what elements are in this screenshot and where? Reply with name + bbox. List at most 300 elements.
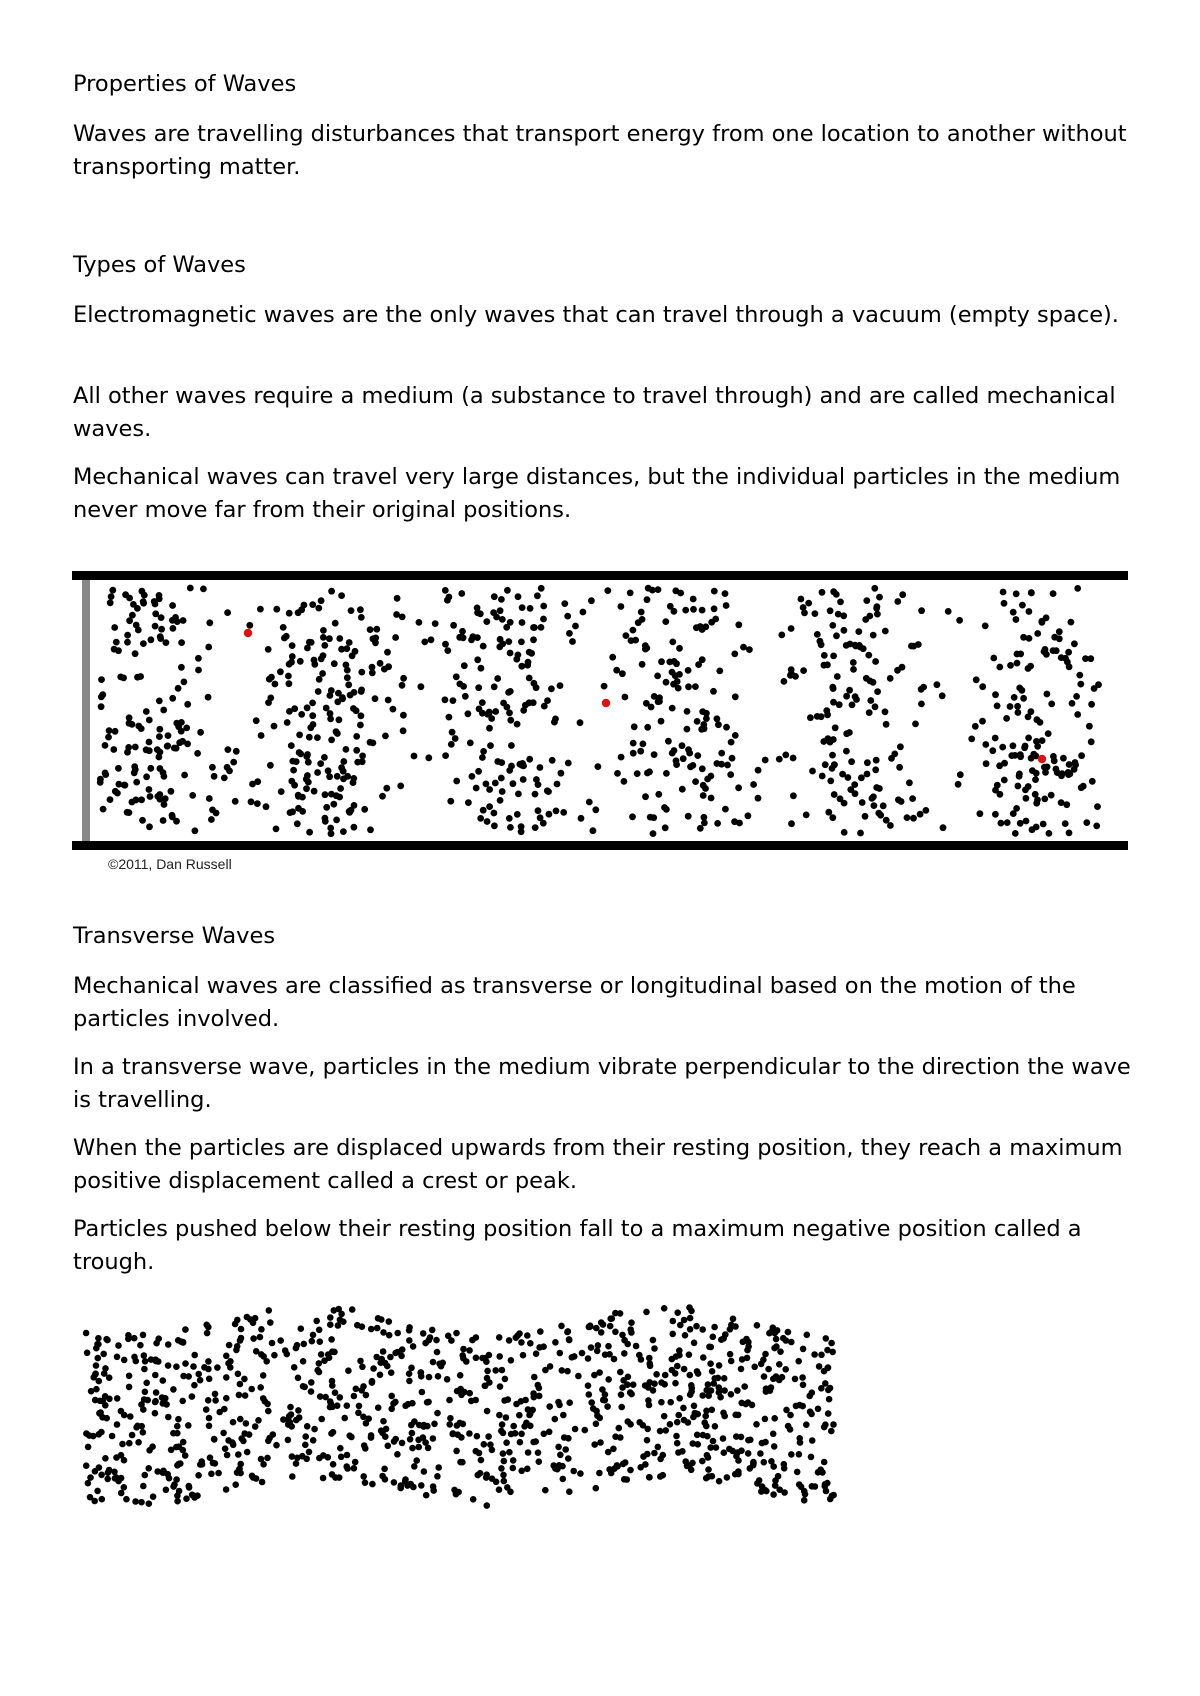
particle — [829, 1349, 836, 1356]
particle — [508, 1431, 515, 1438]
particle — [1094, 803, 1101, 810]
particle — [490, 609, 497, 616]
particle — [630, 740, 637, 747]
particle — [896, 764, 903, 771]
particle — [110, 746, 117, 753]
particle — [492, 780, 499, 787]
particle — [554, 781, 561, 788]
particle — [580, 609, 587, 616]
particle — [473, 1355, 480, 1362]
particle — [173, 1476, 180, 1483]
particle — [491, 822, 498, 829]
particle — [331, 1349, 338, 1356]
particle — [133, 779, 140, 786]
particle — [595, 763, 602, 770]
particle — [406, 1378, 413, 1385]
particle — [372, 695, 379, 702]
particle — [518, 1468, 525, 1475]
particle — [314, 769, 321, 776]
particle — [358, 614, 365, 621]
particle — [812, 610, 819, 617]
particle — [606, 1351, 613, 1358]
particle — [372, 639, 379, 646]
particle — [679, 1448, 686, 1455]
particle — [290, 767, 297, 774]
particle — [111, 646, 118, 653]
particle — [180, 1373, 187, 1380]
particle — [788, 625, 795, 632]
particle — [410, 1343, 417, 1350]
particle — [506, 1449, 513, 1456]
particle — [113, 639, 120, 646]
particle — [977, 810, 984, 817]
particle — [332, 620, 339, 627]
particle — [679, 742, 686, 749]
particle — [518, 1431, 525, 1438]
particle — [309, 700, 316, 707]
particle — [687, 1391, 694, 1398]
particle — [459, 628, 466, 635]
particle — [882, 708, 889, 715]
particle — [146, 739, 153, 746]
particle — [822, 761, 829, 768]
particle — [304, 704, 311, 711]
particle — [96, 1410, 103, 1417]
particle — [140, 1406, 147, 1413]
particle — [1062, 655, 1069, 662]
particle — [536, 1385, 543, 1392]
particle — [131, 1354, 138, 1361]
particle — [531, 1374, 538, 1381]
particle — [858, 774, 865, 781]
particle — [1078, 784, 1085, 791]
particle — [644, 596, 651, 603]
particle — [591, 1441, 598, 1448]
particle — [189, 792, 196, 799]
particle — [384, 1363, 391, 1370]
particle — [388, 1406, 395, 1413]
paragraph-wave-definition: Waves are travelling disturbances that transport energy from one location to another without transporting matter. — [73, 121, 1127, 180]
particle — [796, 1435, 803, 1442]
particle — [501, 1478, 508, 1485]
particle — [470, 1496, 477, 1503]
particle — [234, 1317, 241, 1324]
particle — [94, 1488, 101, 1495]
particle — [466, 1430, 473, 1437]
particle — [644, 1451, 651, 1458]
particle — [711, 605, 718, 612]
particle — [787, 1412, 794, 1419]
particle — [674, 1363, 681, 1370]
particle — [1048, 701, 1055, 708]
particle — [612, 1433, 619, 1440]
paragraph-trough: Particles pushed below their resting position fall to a maximum negative position called a trough. — [73, 1216, 1082, 1275]
particle — [425, 754, 432, 761]
figure-credit: ©2011, Dan Russell — [108, 856, 232, 872]
heading-transverse-waves: Transverse Waves — [73, 923, 276, 949]
particle — [548, 685, 555, 692]
particle — [271, 1352, 278, 1359]
particle — [1065, 649, 1072, 656]
particle — [731, 651, 738, 658]
particle — [566, 1488, 573, 1495]
particle — [510, 1465, 517, 1472]
particle — [1034, 716, 1041, 723]
particle — [466, 1390, 473, 1397]
particle — [642, 793, 649, 800]
particle — [787, 672, 794, 679]
particle — [382, 1476, 389, 1483]
particle — [249, 1473, 256, 1480]
paragraph-mechanical-medium: All other waves require a medium (a substance to travel through) and are called mechanical waves. — [73, 383, 1116, 442]
particle — [409, 1445, 416, 1452]
particle — [837, 795, 844, 802]
particle — [98, 694, 105, 701]
particle — [700, 1432, 707, 1439]
particle — [673, 757, 680, 764]
particle — [385, 697, 392, 704]
particle — [131, 769, 138, 776]
particle — [498, 1465, 505, 1472]
particle — [187, 585, 194, 592]
particle — [827, 739, 834, 746]
particle — [260, 1395, 267, 1402]
particle — [609, 1315, 616, 1322]
particle — [728, 739, 735, 746]
particle — [293, 1417, 300, 1424]
particle — [349, 1306, 356, 1313]
particle — [705, 1473, 712, 1480]
particle — [108, 593, 115, 600]
particle — [617, 1310, 624, 1317]
particle — [146, 786, 153, 793]
particle — [406, 1370, 413, 1377]
particle — [518, 1339, 525, 1346]
particle — [145, 1465, 152, 1472]
particle — [1034, 630, 1041, 637]
particle — [564, 1368, 571, 1375]
particle — [229, 1439, 236, 1446]
particle — [361, 806, 368, 813]
particle — [260, 1461, 267, 1468]
particle — [1074, 585, 1081, 592]
particle — [466, 1347, 473, 1354]
particle — [102, 1455, 109, 1462]
particle — [164, 743, 171, 750]
particle — [1007, 662, 1014, 669]
particle — [707, 1360, 714, 1367]
particle — [690, 596, 697, 603]
particle — [297, 751, 304, 758]
particle — [627, 1421, 634, 1428]
particle — [152, 610, 159, 617]
particle — [268, 674, 275, 681]
particle — [843, 730, 850, 737]
particle — [408, 1365, 415, 1372]
particle — [502, 1376, 509, 1383]
particle — [762, 1416, 769, 1423]
particle — [558, 1323, 565, 1330]
particle — [814, 713, 821, 720]
particle — [131, 1335, 138, 1342]
particle — [489, 1475, 496, 1482]
particle — [146, 717, 153, 724]
particle — [809, 768, 816, 775]
particle — [439, 1360, 446, 1367]
particle — [847, 786, 854, 793]
particle — [760, 1357, 767, 1364]
particle — [344, 1452, 351, 1459]
particle — [716, 668, 723, 675]
particle — [627, 1389, 634, 1396]
particle — [203, 1406, 210, 1413]
particle — [323, 705, 330, 712]
particle — [1050, 753, 1057, 760]
particle — [787, 1426, 794, 1433]
particle — [500, 700, 507, 707]
particle — [686, 1351, 693, 1358]
particle — [285, 1437, 292, 1444]
particle — [100, 806, 107, 813]
particle — [321, 1357, 328, 1364]
particle — [750, 781, 757, 788]
particle — [1062, 820, 1069, 827]
particle — [646, 1474, 653, 1481]
particle — [1086, 723, 1093, 730]
particle — [744, 1355, 751, 1362]
particle — [113, 1474, 120, 1481]
particle — [491, 593, 498, 600]
particle — [156, 698, 163, 705]
particle — [116, 781, 123, 788]
particle — [400, 727, 407, 734]
particle — [828, 1340, 835, 1347]
particle — [635, 619, 642, 626]
particle — [345, 681, 352, 688]
particle — [484, 1368, 491, 1375]
particle — [800, 1382, 807, 1389]
particle — [88, 1388, 95, 1395]
particle — [115, 1342, 122, 1349]
particle — [735, 1471, 742, 1478]
particle — [693, 624, 700, 631]
particle — [434, 1410, 441, 1417]
particle — [1051, 634, 1058, 641]
particle — [1017, 820, 1024, 827]
particle — [308, 1379, 315, 1386]
particle — [85, 1444, 92, 1451]
particle — [715, 721, 722, 728]
particle — [479, 754, 486, 761]
particle — [236, 1466, 243, 1473]
particle — [105, 734, 112, 741]
particle — [939, 692, 946, 699]
particle — [169, 695, 176, 702]
particle — [198, 1458, 205, 1465]
particle — [505, 638, 512, 645]
particle — [148, 636, 155, 643]
particle — [565, 1455, 572, 1462]
particle — [293, 1460, 300, 1467]
particle — [679, 786, 686, 793]
particle — [883, 817, 890, 824]
particle — [867, 697, 874, 704]
particle — [311, 1426, 318, 1433]
particle — [888, 755, 895, 762]
particle — [514, 721, 521, 728]
particle — [378, 1427, 385, 1434]
particle — [538, 585, 545, 592]
particle — [175, 1416, 182, 1423]
particle — [381, 1466, 388, 1473]
particle — [230, 759, 237, 766]
particle — [310, 1437, 317, 1444]
particle — [280, 624, 287, 631]
particle — [507, 619, 514, 626]
particle — [740, 644, 747, 651]
particle — [118, 1490, 125, 1497]
particle — [87, 1494, 94, 1501]
particle — [1044, 691, 1051, 698]
particle — [717, 1394, 724, 1401]
particle — [474, 1433, 481, 1440]
particle — [897, 743, 904, 750]
particle — [315, 688, 322, 695]
particle — [340, 758, 347, 765]
particle — [560, 1412, 567, 1419]
particle — [154, 793, 161, 800]
particle — [770, 1463, 777, 1470]
particle — [684, 726, 691, 733]
particle — [311, 661, 318, 668]
particle — [762, 757, 769, 764]
particle — [1022, 743, 1029, 750]
particle — [497, 607, 504, 614]
particle — [333, 728, 340, 735]
particle — [650, 830, 657, 837]
particle — [855, 628, 862, 635]
particle — [705, 1454, 712, 1461]
particle — [434, 1473, 441, 1480]
particle — [105, 1469, 112, 1476]
particle — [257, 606, 264, 613]
particle — [496, 643, 503, 650]
particle — [223, 1486, 230, 1493]
particle — [426, 1374, 433, 1381]
particle — [540, 1343, 547, 1350]
particle — [565, 760, 572, 767]
particle — [676, 645, 683, 652]
particle — [1010, 742, 1017, 749]
particle — [703, 715, 710, 722]
particle — [669, 669, 676, 676]
particle — [195, 667, 202, 674]
particle — [435, 1464, 442, 1471]
particle — [289, 642, 296, 649]
particle — [824, 711, 831, 718]
particle — [746, 646, 753, 653]
particle — [457, 1420, 464, 1427]
particle — [235, 1371, 242, 1378]
particle — [109, 1433, 116, 1440]
particle — [337, 1445, 344, 1452]
particle — [295, 609, 302, 616]
particle — [142, 1389, 149, 1396]
particle — [141, 1366, 148, 1373]
particle — [327, 710, 334, 717]
particle — [753, 1421, 760, 1428]
particle — [825, 809, 832, 816]
particle — [209, 764, 216, 771]
particle — [577, 1470, 584, 1477]
particle — [121, 1357, 128, 1364]
particle — [134, 674, 141, 681]
particle — [708, 795, 715, 802]
particle — [1056, 628, 1063, 635]
particle — [869, 795, 876, 802]
particle — [524, 1466, 531, 1473]
particle — [178, 719, 185, 726]
particle — [394, 595, 401, 602]
particle — [955, 781, 962, 788]
particle — [660, 1472, 667, 1479]
particle — [500, 1472, 507, 1479]
particle — [510, 780, 517, 787]
particle — [651, 751, 658, 758]
particle — [340, 828, 347, 835]
particle — [685, 813, 692, 820]
particle — [238, 1326, 245, 1333]
particle — [530, 1439, 537, 1446]
particle — [337, 1394, 344, 1401]
particle — [143, 708, 150, 715]
particle — [83, 1330, 90, 1337]
particle — [723, 602, 730, 609]
particle — [316, 1360, 323, 1367]
particle — [125, 1332, 132, 1339]
particle — [309, 601, 316, 608]
particle — [644, 724, 651, 731]
particle — [233, 1347, 240, 1354]
particle — [517, 1439, 524, 1446]
particle — [424, 1423, 431, 1430]
particle — [434, 1349, 441, 1356]
particle — [909, 795, 916, 802]
particle — [338, 1454, 345, 1461]
particle — [687, 1315, 694, 1322]
particle — [102, 742, 109, 749]
tracer-particle — [1038, 755, 1046, 763]
particle — [135, 723, 142, 730]
particle — [667, 603, 674, 610]
particle — [351, 1393, 358, 1400]
particle — [278, 788, 285, 795]
particle — [655, 1444, 662, 1451]
particle — [825, 1364, 832, 1371]
particle — [765, 1366, 772, 1373]
particle — [590, 827, 597, 834]
particle — [499, 788, 506, 795]
particle — [621, 1337, 628, 1344]
particle — [270, 1431, 277, 1438]
particle — [1095, 681, 1102, 688]
particle — [743, 1336, 750, 1343]
particle — [1076, 672, 1083, 679]
particle — [174, 1423, 181, 1430]
particle — [582, 1427, 589, 1434]
particle — [1058, 772, 1065, 779]
particle — [1013, 805, 1020, 812]
